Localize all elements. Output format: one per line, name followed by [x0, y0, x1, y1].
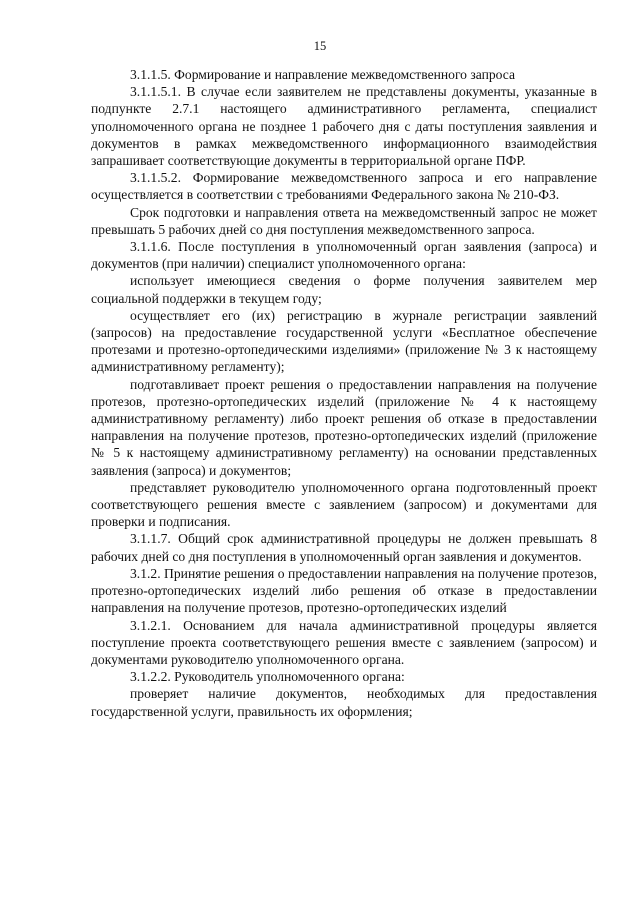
paragraph: 3.1.2.2. Руководитель уполномоченного органа: — [130, 669, 405, 685]
paragraph: осуществляет его (их) регистрацию в журнале регистрации заявлений (запросов) на предоставление государственной услуги «Бесплатное обеспечение протезами и протезно-ортопедическими изделиями» (приложение № 3 к настоящему административному регламенту); — [91, 307, 597, 375]
paragraph: подготавливает проект решения о предоставлении направления на получение протезов, протезно-ортопедических изделий (приложение № 4 к настоящему административному регламенту) либо проект решения об отказе в предоставлении направления на получение протезов, протезно-ортопедических изделий (приложение № 5 к настоящему административному регламенту) на основании представленных заявления (запроса) и документов; — [91, 376, 597, 478]
document-body — [91, 66, 597, 720]
paragraph: 3.1.2. Принятие решения о предоставлении направления на получение протезов, протезно-ортопедических изделий либо решения об отказе в предоставлении направления на получение протезов, протезно-ортопедических изделий — [91, 565, 597, 616]
paragraph: 3.1.1.7. Общий срок административной процедуры не должен превышать 8 рабочих дней со дня поступления в уполномоченный орган заявления и документов. — [91, 531, 597, 564]
paragraph: проверяет наличие документов, необходимых для предоставления государственной услуги, правильность их оформления; — [91, 686, 597, 719]
paragraph: использует имеющиеся сведения о форме получения заявителем мер социальной поддержки в текущем году; — [91, 273, 597, 306]
paragraph: 3.1.2.1. Основанием для начала административной процедуры является поступление проекта соответствующего решения вместе с заявлением (запросом) и документами руководителю уполномоченного органа. — [91, 617, 597, 667]
paragraph: 3.1.1.5.2. Формирование межведомственного запроса и его направление осуществляется в соответствии с требованиями Федерального закона № 210-ФЗ. — [91, 170, 597, 203]
paragraph: представляет руководителю уполномоченного органа подготовленный проект соответствующего решения вместе с заявлением (запросом) и документами для проверки и подписания. — [91, 479, 597, 530]
page-number: 15 — [313, 39, 327, 53]
paragraph: 3.1.1.5.1. В случае если заявителем не представлены документы, указанные в подпункте 2.7.1 настоящего административного регламента, специалист уполномоченного органа не позднее 1 рабочего дня с даты поступления заявления и документов в рамках межведомственного информационного взаимодействия запрашивает соответствующие документы в территориальной органе ПФР. — [91, 84, 597, 169]
paragraph: 3.1.1.5. Формирование и направление межведомственного запроса — [130, 67, 516, 82]
paragraph: 3.1.1.6. После поступления в уполномоченный орган заявления (запроса) и документов (при наличии) специалист уполномоченного органа: — [91, 239, 597, 272]
paragraph: Срок подготовки и направления ответа на межведомственный запрос не может превышать 5 рабочих дней со дня поступления межведомственного запроса. — [91, 204, 597, 237]
